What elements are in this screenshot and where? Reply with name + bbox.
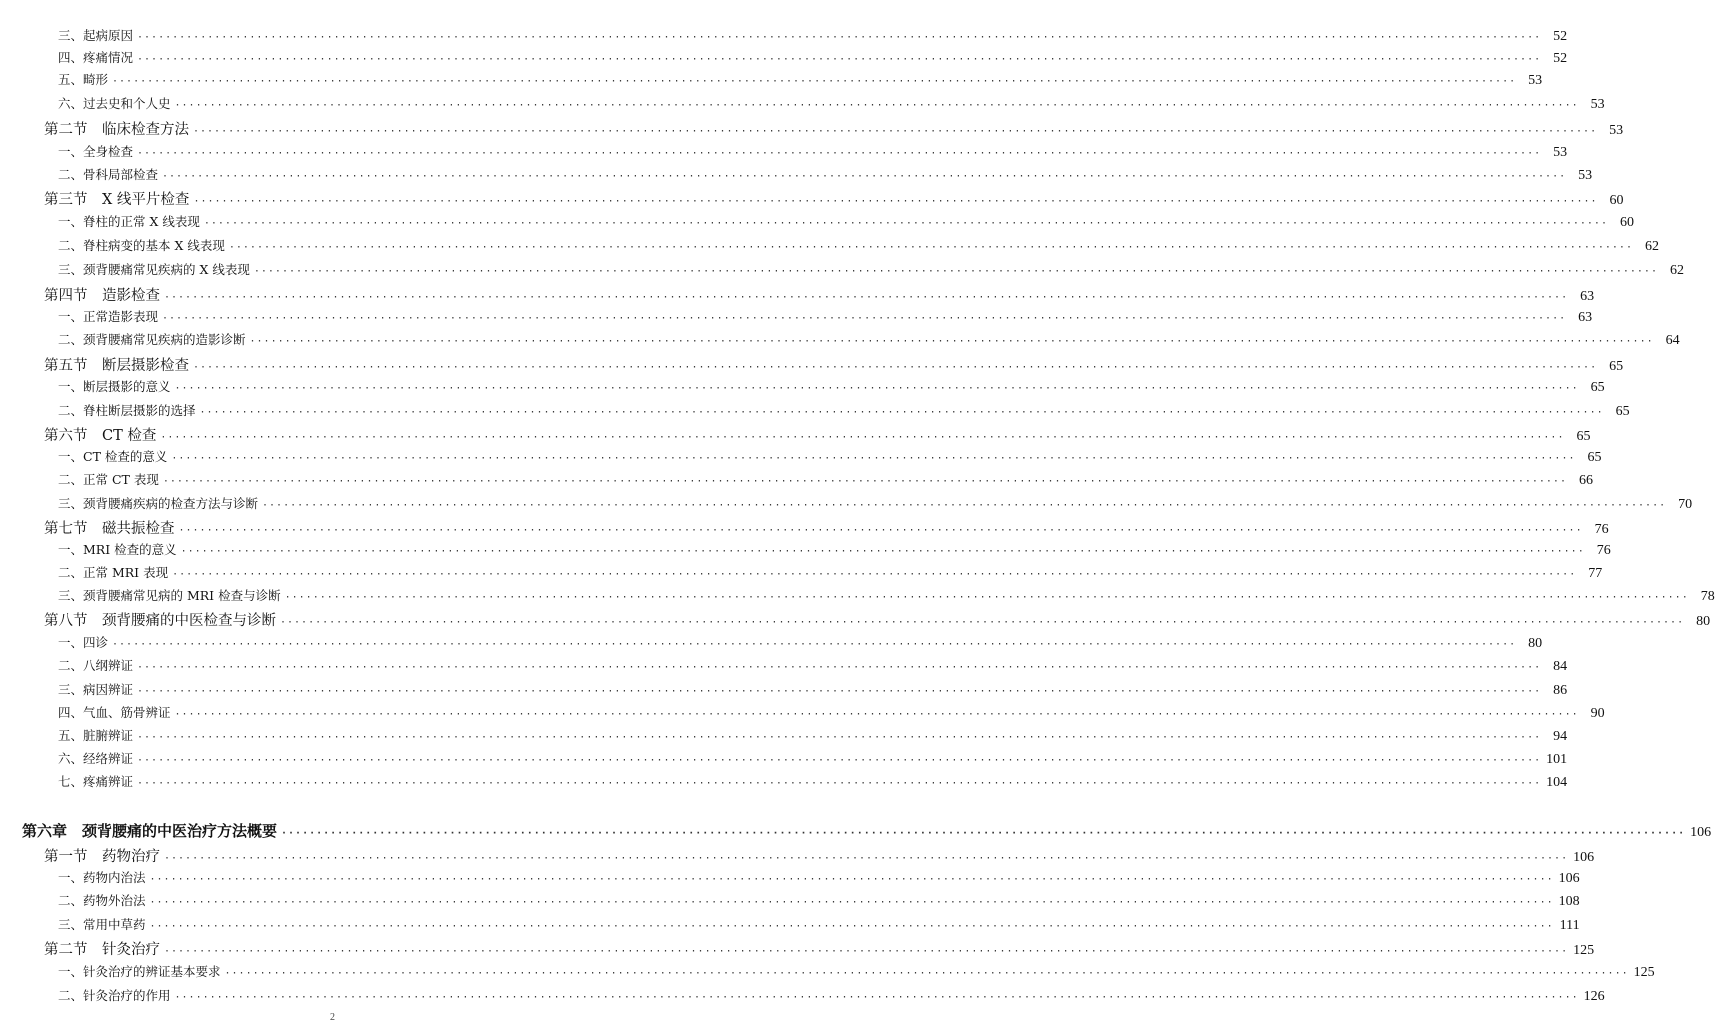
- toc-entry-page-number: 76: [1594, 522, 1609, 537]
- toc-entry-section: [44, 284, 1595, 305]
- toc-entry-page-number: 111: [1559, 918, 1580, 933]
- toc-entry-item: [58, 94, 1605, 113]
- toc-entry-label: 第八节 颈背腰痛的中医检查与诊断: [44, 613, 276, 629]
- toc-entry-label: 第四节 造影检查: [44, 288, 160, 304]
- toc-entry-page-number: 63: [1580, 289, 1595, 304]
- dot-leader: ········································································································································································································: [137, 148, 1542, 159]
- toc-entry-section: [44, 118, 1624, 139]
- toc-entry-page-number: 90: [1590, 706, 1605, 721]
- toc-entry-chapter: [22, 820, 1712, 841]
- toc-entry-label: 一、四诊: [58, 635, 109, 650]
- toc-entry-item: [58, 142, 1568, 161]
- toc-entry-item: [58, 563, 1603, 582]
- toc-entry-page-number: 86: [1553, 683, 1568, 698]
- toc-entry-item: [58, 749, 1568, 768]
- toc-entry-page-number: 77: [1588, 566, 1603, 581]
- toc-entry-page-number: 62: [1644, 239, 1659, 254]
- toc-entry-label: 一、针灸治疗的辨证基本要求: [58, 964, 221, 979]
- toc-entry-section: [44, 845, 1595, 866]
- toc-entry-item: [58, 891, 1580, 910]
- toc-entry-item: [58, 377, 1605, 396]
- toc-entry-page-number: 64: [1665, 333, 1680, 348]
- toc-entry-page-number: 52: [1553, 51, 1568, 66]
- dot-leader: ········································································································································································································: [172, 569, 1577, 580]
- toc-entry-label: 五、畸形: [58, 72, 109, 87]
- toc-entry-page-number: 94: [1553, 729, 1568, 744]
- toc-entry-item: [58, 470, 1593, 489]
- toc-entry-label: 一、MRI 检查的意义: [58, 542, 177, 557]
- toc-entry-item: [58, 330, 1680, 349]
- dot-leader: ········································································································································································································: [224, 968, 1629, 979]
- toc-entry-page-number: 65: [1576, 429, 1591, 444]
- toc-entry-item: [58, 915, 1580, 934]
- toc-entry-label: 三、颈背腰痛常见疾病的 X 线表现: [58, 262, 250, 277]
- toc-entry-label: 三、病因辨证: [58, 682, 134, 697]
- toc-entry-label: 第七节 磁共振检查: [44, 521, 175, 537]
- dot-leader: ········································································································································································································: [164, 292, 1569, 303]
- toc-entry-item: [58, 540, 1611, 559]
- dot-leader: ········································································································································································································: [174, 992, 1579, 1003]
- dot-leader: ········································································································································································································: [137, 686, 1542, 697]
- toc-entry-item: [58, 401, 1630, 420]
- toc-entry-page-number: 80: [1696, 614, 1711, 629]
- toc-entry-page-number: 125: [1573, 943, 1595, 958]
- toc-entry-section: [44, 517, 1609, 538]
- toc-entry-label: 二、脊柱病变的基本 X 线表现: [58, 238, 225, 253]
- toc-entry-label: 第二节 针灸治疗: [44, 942, 160, 958]
- toc-entry-label: 一、断层摄影的意义: [58, 379, 171, 394]
- toc-entry-label: 二、针灸治疗的作用: [58, 988, 171, 1003]
- toc-entry-page-number: 53: [1528, 73, 1543, 88]
- toc-entry-label: 一、全身检查: [58, 144, 134, 159]
- toc-entry-item: [58, 868, 1580, 887]
- toc-entry-label: 一、药物内治法: [58, 870, 146, 885]
- toc-entry-label: 二、药物外治法: [58, 893, 146, 908]
- dot-leader: ········································································································································································································: [149, 921, 1554, 932]
- dot-leader: ········································································································································································································: [162, 171, 1567, 182]
- toc-entry-item: [58, 70, 1543, 89]
- toc-entry-section: [44, 609, 1711, 630]
- toc-entry-item: [58, 772, 1568, 791]
- dot-leader: ········································································································································································································: [137, 778, 1542, 789]
- toc-entry-label: 四、疼痛情况: [58, 50, 134, 65]
- toc-entry-label: 二、脊柱断层摄影的选择: [58, 403, 196, 418]
- dot-leader: ········································································································································································································: [193, 196, 1598, 207]
- toc-entry-item: [58, 962, 1655, 981]
- toc-entry-item: [58, 726, 1568, 745]
- dot-leader: ········································································································································································································: [174, 100, 1579, 111]
- toc-entry-item: [58, 680, 1568, 699]
- dot-leader: ········································································································································································································: [171, 453, 1576, 464]
- toc-entry-page-number: 106: [1690, 825, 1712, 840]
- dot-leader: ········································································································································································································: [180, 546, 1585, 557]
- dot-leader: ········································································································································································································: [249, 336, 1654, 347]
- dot-leader: ········································································································································································································: [137, 32, 1542, 43]
- toc-entry-item: [58, 633, 1543, 652]
- toc-entry-page-number: 84: [1553, 659, 1568, 674]
- toc-entry-label: 第二节 临床检查方法: [44, 122, 189, 138]
- toc-entry-label: 第六节 CT 检查: [44, 428, 157, 444]
- toc-entry-label: 二、颈背腰痛常见疾病的造影诊断: [58, 332, 246, 347]
- toc-entry-page-number: 65: [1609, 359, 1624, 374]
- dot-leader: ········································································································································································································: [193, 126, 1598, 137]
- dot-leader: ········································································································································································································: [178, 525, 1583, 536]
- toc-entry-page-number: 65: [1615, 404, 1630, 419]
- toc-entry-item: [58, 236, 1659, 255]
- toc-entry-item: [58, 986, 1605, 1005]
- toc-entry-label: 二、八纲辨证: [58, 658, 134, 673]
- toc-entry-label: 五、脏腑辨证: [58, 728, 134, 743]
- dot-leader: ········································································································································································································: [162, 313, 1567, 324]
- dot-leader: ········································································································································································································: [174, 383, 1579, 394]
- dot-leader: ········································································································································································································: [280, 617, 1685, 628]
- dot-leader: ········································································································································································································: [137, 732, 1542, 743]
- toc-entry-label: 三、常用中草药: [58, 917, 146, 932]
- dot-leader: ········································································································································································································: [160, 432, 1565, 443]
- toc-entry-label: 一、正常造影表现: [58, 309, 159, 324]
- toc-entry-page-number: 104: [1546, 775, 1568, 790]
- toc-entry-page-number: 78: [1700, 589, 1715, 604]
- page-number: 2: [330, 1012, 335, 1023]
- toc-entry-label: 二、骨科局部检查: [58, 167, 159, 182]
- toc-entry-label: 第一节 药物治疗: [44, 849, 160, 865]
- toc-entry-label: 二、正常 CT 表现: [58, 472, 159, 487]
- toc-entry-page-number: 80: [1528, 636, 1543, 651]
- toc-entry-page-number: 106: [1558, 871, 1580, 886]
- toc-entry-page-number: 125: [1633, 965, 1655, 980]
- toc-entry-page-number: 108: [1558, 894, 1580, 909]
- toc-entry-label: 三、起病原因: [58, 28, 134, 43]
- toc-entry-item: [58, 447, 1602, 466]
- toc-entry-page-number: 101: [1546, 752, 1568, 767]
- dot-leader: ········································································································································································································: [137, 54, 1542, 65]
- toc-entry-page-number: 62: [1669, 263, 1684, 278]
- dot-leader: ········································································································································································································: [193, 362, 1598, 373]
- toc-entry-label: 七、疼痛辨证: [58, 774, 134, 789]
- toc-entry-label: 一、脊柱的正常 X 线表现: [58, 214, 200, 229]
- dot-leader: ········································································································································································································: [162, 476, 1567, 487]
- toc-entry-page-number: 65: [1587, 450, 1602, 465]
- dot-leader: ········································································································································································································: [164, 946, 1569, 957]
- dot-leader: ········································································································································································································: [164, 853, 1569, 864]
- toc-entry-page-number: 76: [1596, 543, 1611, 558]
- toc-entry-label: 三、颈背腰痛常见病的 MRI 检查与诊断: [58, 588, 281, 603]
- toc-entry-page-number: 66: [1578, 473, 1593, 488]
- toc-entry-page-number: 53: [1578, 168, 1593, 183]
- dot-leader: ········································································································································································································: [253, 266, 1658, 277]
- toc-entry-item: [58, 165, 1593, 184]
- toc-entry-item: [58, 260, 1684, 279]
- dot-leader: ········································································································································································································: [112, 639, 1517, 650]
- toc-entry-page-number: 126: [1583, 989, 1605, 1004]
- toc-entry-item: [58, 48, 1568, 67]
- toc-entry-item: [58, 307, 1593, 326]
- toc-entry-label: 第五节 断层摄影检查: [44, 358, 189, 374]
- dot-leader: ········································································································································································································: [203, 218, 1608, 229]
- toc-entry-page-number: 60: [1609, 193, 1624, 208]
- toc-entry-item: [58, 586, 1715, 605]
- toc-entry-label: 四、气血、筋骨辨证: [58, 705, 171, 720]
- toc-entry-item: [58, 703, 1605, 722]
- dot-leader: ········································································································································································································: [262, 500, 1667, 511]
- toc-entry-page-number: 53: [1609, 123, 1624, 138]
- dot-leader: ········································································································································································································: [281, 828, 1686, 839]
- toc-entry-page-number: 63: [1578, 310, 1593, 325]
- toc-entry-label: 六、经络辨证: [58, 751, 134, 766]
- toc-entry-item: [58, 494, 1693, 513]
- toc-entry-item: [58, 212, 1634, 231]
- dot-leader: ········································································································································································································: [228, 242, 1633, 253]
- toc-entry-label: 第六章 颈背腰痛的中医治疗方法概要: [22, 822, 278, 840]
- toc-entry-page-number: 70: [1678, 497, 1693, 512]
- toc-entry-item: [58, 26, 1568, 45]
- toc-entry-page-number: 65: [1590, 380, 1605, 395]
- dot-leader: ········································································································································································································: [137, 755, 1542, 766]
- toc-entry-label: 一、CT 检查的意义: [58, 449, 168, 464]
- toc-entry-page-number: 53: [1553, 145, 1568, 160]
- toc-entry-section: [44, 354, 1624, 375]
- toc-entry-page-number: 106: [1573, 850, 1595, 865]
- toc-entry-item: [58, 656, 1568, 675]
- toc-entry-page-number: 52: [1553, 29, 1568, 44]
- dot-leader: ········································································································································································································: [137, 662, 1542, 673]
- toc-entry-section: [44, 938, 1595, 959]
- toc-entry-label: 第三节 X 线平片检查: [44, 192, 190, 208]
- toc-entry-section: [44, 424, 1591, 445]
- dot-leader: ········································································································································································································: [112, 76, 1517, 87]
- toc-entry-label: 二、正常 MRI 表现: [58, 565, 169, 580]
- dot-leader: ········································································································································································································: [284, 592, 1689, 603]
- dot-leader: ········································································································································································································: [149, 874, 1554, 885]
- dot-leader: ········································································································································································································: [199, 407, 1604, 418]
- toc-entry-label: 六、过去史和个人史: [58, 96, 171, 111]
- toc-entry-page-number: 60: [1619, 215, 1634, 230]
- toc-entry-section: [44, 188, 1624, 209]
- dot-leader: ········································································································································································································: [149, 897, 1554, 908]
- dot-leader: ········································································································································································································: [174, 709, 1579, 720]
- toc-entry-page-number: 53: [1590, 97, 1605, 112]
- toc-entry-label: 三、颈背腰痛疾病的检查方法与诊断: [58, 496, 259, 511]
